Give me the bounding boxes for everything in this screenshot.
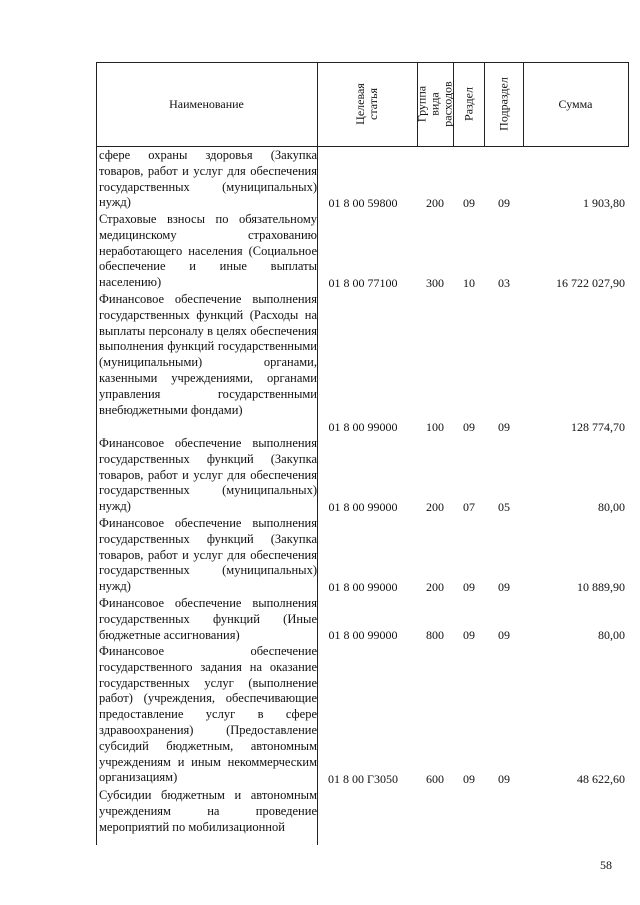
row-group: 300 xyxy=(426,276,444,290)
row-group: 600 xyxy=(426,772,444,786)
row-group: 800 xyxy=(426,628,444,642)
row-name: Финансовое обеспечение выполнения государственных функций (Закупка товаров, работ и услуг для обеспечения государственных (муниципальных) нужд) xyxy=(99,516,317,594)
header-target-label xyxy=(354,83,380,125)
row-name: Финансовое обеспечение выполнения государственных функций (Закупка товаров, работ и услуг для обеспечения государственных (муниципальных) нужд) xyxy=(99,436,317,514)
row-subsection: 09 xyxy=(498,420,510,434)
row-sum: 16 722 027,90 xyxy=(556,276,625,290)
row-code: 01 8 00 99000 xyxy=(328,580,398,594)
row-subsection: 09 xyxy=(498,772,510,786)
row-name: Финансовое обеспечение выполнения государственных функций (Расходы на выплаты персоналу в целях обеспечения выполнения функций государственными (муниципальными) органами, казенными учреждениями, органами управления государственными внебюджетными фондами) xyxy=(99,292,317,417)
row-code: 01 8 00 99000 xyxy=(328,500,398,514)
header-group-label xyxy=(416,81,455,126)
row-group: 200 xyxy=(426,580,444,594)
row-sum: 128 774,70 xyxy=(571,420,625,434)
budget-table xyxy=(96,62,629,845)
row-subsection: 09 xyxy=(498,196,510,210)
row-section: 09 xyxy=(463,580,475,594)
row-section: 09 xyxy=(463,420,475,434)
row-code: 01 8 00 77100 xyxy=(328,276,398,290)
row-sum: 10 889,90 xyxy=(577,580,625,594)
row-group: 200 xyxy=(426,500,444,514)
row-name: Финансовое обеспечение государственного задания на оказание государственных услуг (выполнение работ) (учреждения, обеспечивающие предоставление услуг в сфере здравоохранения) (Предоставление субсидий бюджетным, автономным учреждениям и иным некоммерческим организациям) xyxy=(99,644,317,785)
row-code: 01 8 00 Г3050 xyxy=(328,772,398,786)
table-border-left xyxy=(96,62,97,845)
row-name: сфере охраны здоровья (Закупка товаров, работ и услуг для обеспечения государственных (муниципальных) нужд) xyxy=(99,148,317,210)
header-sum: Сумма xyxy=(558,96,593,111)
header-section xyxy=(453,62,484,146)
row-section: 09 xyxy=(463,628,475,642)
page-number: 58 xyxy=(600,858,612,872)
header-section-text: Раздел xyxy=(461,87,475,121)
row-group: 100 xyxy=(426,420,444,434)
table-border-right xyxy=(628,62,629,146)
row-code: 01 8 00 59800 xyxy=(328,196,398,210)
row-subsection: 09 xyxy=(498,628,510,642)
row-subsection: 05 xyxy=(498,500,510,514)
header-subsection xyxy=(484,62,523,146)
header-group xyxy=(414,62,455,146)
row-group: 200 xyxy=(426,196,444,210)
header-name: Наименование xyxy=(169,96,244,111)
row-sum: 48 622,60 xyxy=(577,772,625,786)
row-section: 10 xyxy=(463,276,475,290)
row-code: 01 8 00 99000 xyxy=(328,420,398,434)
row-sum: 80,00 xyxy=(598,500,625,514)
row-name: Субсидии бюджетным и автономным учреждениям на проведение мероприятий по мобилизационной xyxy=(99,788,317,834)
row-subsection: 03 xyxy=(498,276,510,290)
row-subsection: 09 xyxy=(498,580,510,594)
row-sum: 80,00 xyxy=(598,628,625,642)
header-group-text: Группа вида расходов xyxy=(414,81,455,127)
row-section: 07 xyxy=(463,500,475,514)
header-target xyxy=(317,62,417,146)
column-divider xyxy=(317,62,318,845)
header-subsection-text: Подраздел xyxy=(496,77,510,131)
header-target-text: Целевая статья xyxy=(353,83,380,125)
row-section: 09 xyxy=(463,772,475,786)
row-sum: 1 903,80 xyxy=(583,196,625,210)
row-section: 09 xyxy=(463,196,475,210)
row-name: Финансовое обеспечение выполнения государственных функций (Иные бюджетные ассигнования) xyxy=(99,596,317,642)
header-divider xyxy=(96,146,629,147)
row-code: 01 8 00 99000 xyxy=(328,628,398,642)
row-name: Страховые взносы по обязательному медицинскому страхованию неработающего населения (Социальное обеспечение и иные выплаты населению) xyxy=(99,212,317,290)
